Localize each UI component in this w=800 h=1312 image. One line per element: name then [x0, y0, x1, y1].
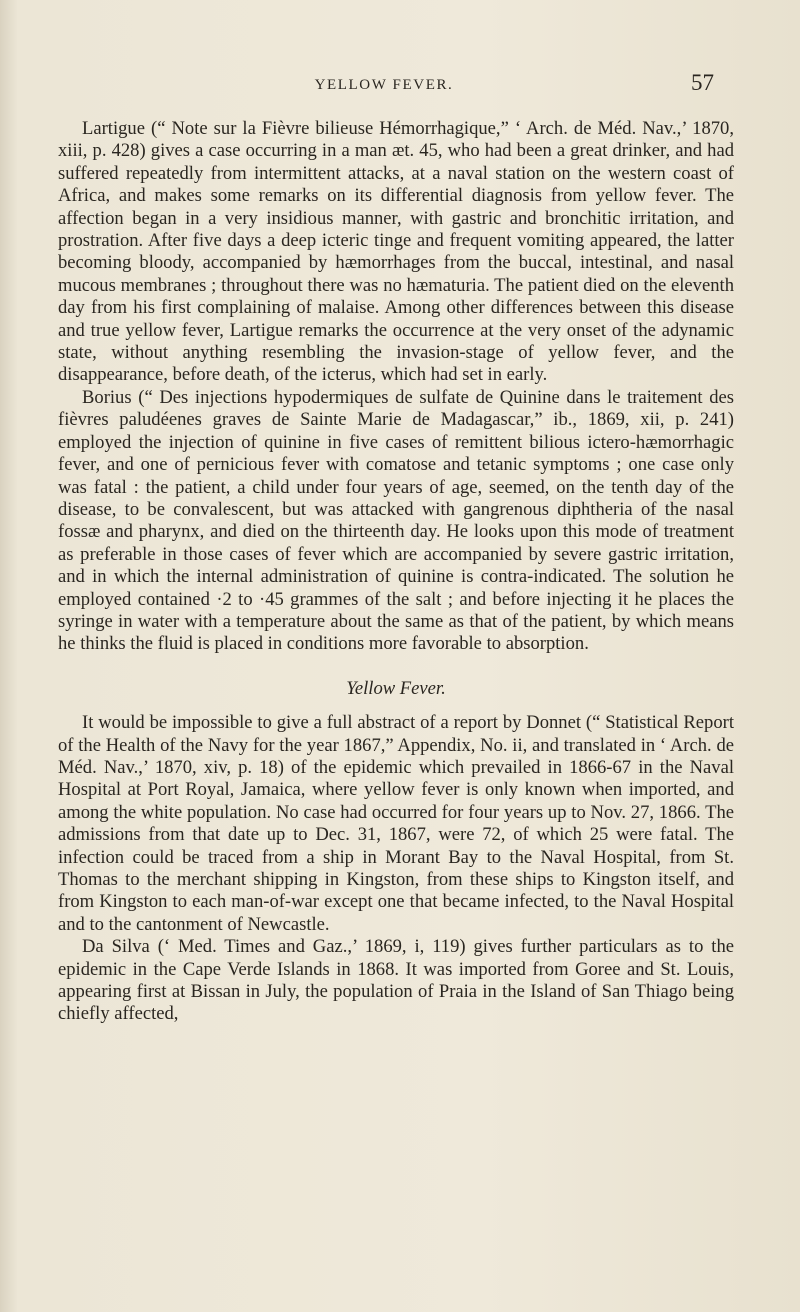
- running-head: [0, 70, 800, 95]
- paragraph-da-silva: Da Silva (‘ Med. Times and Gaz.,’ 1869, i, 119) gives further particulars as to the epidemic in the Cape Verde Islands in 1868. It was imported from Goree and St. Louis, appearing first at Bissan in July, the population of Praia in the Island of San Thiago being chiefly affected,: [58, 936, 734, 1025]
- body-text: [58, 118, 734, 1026]
- paragraph-borius: Borius (“ Des injections hypodermiques de sulfate de Quinine dans le traitement des fièvres paludéenes graves de Sainte Marie de Madagascar,” ib., 1869, xii, p. 241) employed the injection of quinine in five cases of remittent bilious ictero-hæmorrhagic fever, and one of pernicious fever with comatose and tetanic symptoms ; one case only was fatal : the patient, a child under four years of age, seemed, on the tenth day of the disease, to be convalescent, but was attacked with gangrenous diphtheria of the nasal fossæ and pharynx, and died on the thirteenth day. He looks upon this mode of treatment as preferable in those cases of fever which are accompanied by severe gastric irritation, and in which the internal administration of quinine is contra-indicated. The solution he employed contained ·2 to ·45 grammes of the salt ; and before injecting it he places the syringe in water with a temperature about the same as that of the patient, by which means he thinks the fluid is placed in conditions more favorable to absorption.: [58, 386, 734, 655]
- section-heading: Yellow Fever.: [346, 677, 446, 699]
- page-number: 57: [691, 70, 714, 95]
- paragraph-lartigue: Lartigue (“ Note sur la Fièvre bilieuse Hémorrhagique,” ‘ Arch. de Méd. Nav.,’ 1870, xiii, p. 428) gives a case occurring in a man æt. 45, who had been a great drinker, and had suffered repeatedly from intermittent attacks, at a naval station on the western coast of Africa, and makes some remarks on its differential diagnosis from yellow fever. The affection began in a very insidious manner, with gastric and bronchitic irritation, and prostration. After five days a deep icteric tinge and frequent vomiting appeared, the latter becoming bloody, accompanied by hæmorrhages from the buccal, intestinal, and nasal mucous membranes ; throughout there was no hæmaturia. The patient died on the eleventh day from his first complaining of malaise. Among other differences between this disease and true yellow fever, Lartigue remarks the occurrence at the very onset of the adynamic state, without anything resembling the invasion-stage of yellow fever, and the disappearance, before death, of the icterus, which had set in early.: [58, 118, 734, 386]
- running-title: YELLOW FEVER.: [314, 77, 454, 93]
- paragraph-donnet: It would be impossible to give a full abstract of a report by Donnet (“ Statistical Report of the Health of the Navy for the year 1867,” Appendix, No. ii, and translated in ‘ Arch. de Méd. Nav.,’ 1870, xiv, p. 18) of the epidemic which prevailed in 1866-67 in the Naval Hospital at Port Royal, Jamaica, where yellow fever is only known when imported, and among the white population. No case had occurred for four years up to Nov. 27, 1866. The admissions from that date up to Dec. 31, 1867, were 72, of which 25 were fatal. The infection could be traced from a ship in Morant Bay to the Naval Hospital, from St. Thomas to the merchant shipping in Kingston, from these ships to Kingston itself, and from Kingston to each man-of-war except one that became infected, to the Naval Hospital and to the cantonment of Newcastle.: [58, 712, 734, 935]
